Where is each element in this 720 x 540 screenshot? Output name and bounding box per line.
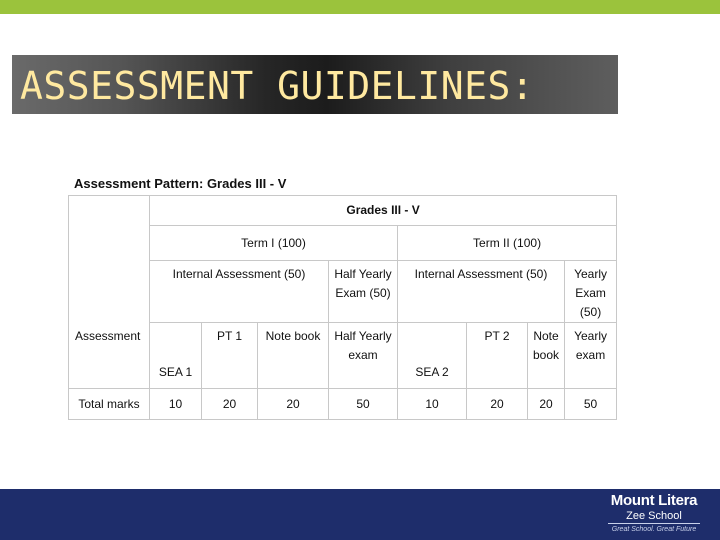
assessment-label: Assessment — [69, 323, 150, 389]
assessment-table — [68, 195, 617, 420]
grades-header: Grades III - V — [150, 196, 617, 226]
term1-header: Term I (100) — [150, 226, 398, 261]
term-row — [69, 226, 617, 261]
total-sea2: 10 — [398, 389, 467, 420]
half-yearly-exam-cell: Half Yearly exam — [329, 323, 398, 389]
internal-assessment-2: Internal Assessment (50) — [398, 261, 565, 323]
slide-title: ASSESSMENT GUIDELINES: — [20, 64, 535, 108]
notebook1-cell: Note book — [258, 323, 329, 389]
total-half-yearly: 50 — [329, 389, 398, 420]
total-yearly: 50 — [565, 389, 617, 420]
logo-name: Mount Litera — [610, 492, 698, 509]
school-logo — [608, 492, 700, 538]
table-caption: Assessment Pattern: Grades III - V — [74, 176, 287, 191]
half-yearly-exam-header: Half Yearly Exam (50) — [329, 261, 398, 323]
blank-cell — [69, 261, 150, 323]
blank-cell — [69, 226, 150, 261]
logo-subtitle: Zee School — [608, 510, 700, 524]
component-row — [69, 261, 617, 323]
internal-assessment-1: Internal Assessment (50) — [150, 261, 329, 323]
assessment-row — [69, 323, 617, 389]
grades-row — [69, 196, 617, 226]
total-pt1: 20 — [202, 389, 258, 420]
logo-tagline: Great School. Great Future — [611, 526, 697, 533]
yearly-exam-header: Yearly Exam (50) — [565, 261, 617, 323]
term2-header: Term II (100) — [398, 226, 617, 261]
total-notebook2: 20 — [528, 389, 565, 420]
total-sea1: 10 — [150, 389, 202, 420]
yearly-exam-cell: Yearly exam — [565, 323, 617, 389]
sea1-cell: SEA 1 — [150, 323, 202, 389]
total-row — [69, 389, 617, 420]
top-accent-bar — [0, 0, 720, 14]
notebook2-cell: Note book — [528, 323, 565, 389]
pt2-cell: PT 2 — [467, 323, 528, 389]
total-pt2: 20 — [467, 389, 528, 420]
total-marks-label: Total marks — [69, 389, 150, 420]
total-notebook1: 20 — [258, 389, 329, 420]
blank-cell — [69, 196, 150, 226]
sea2-cell: SEA 2 — [398, 323, 467, 389]
pt1-cell: PT 1 — [202, 323, 258, 389]
